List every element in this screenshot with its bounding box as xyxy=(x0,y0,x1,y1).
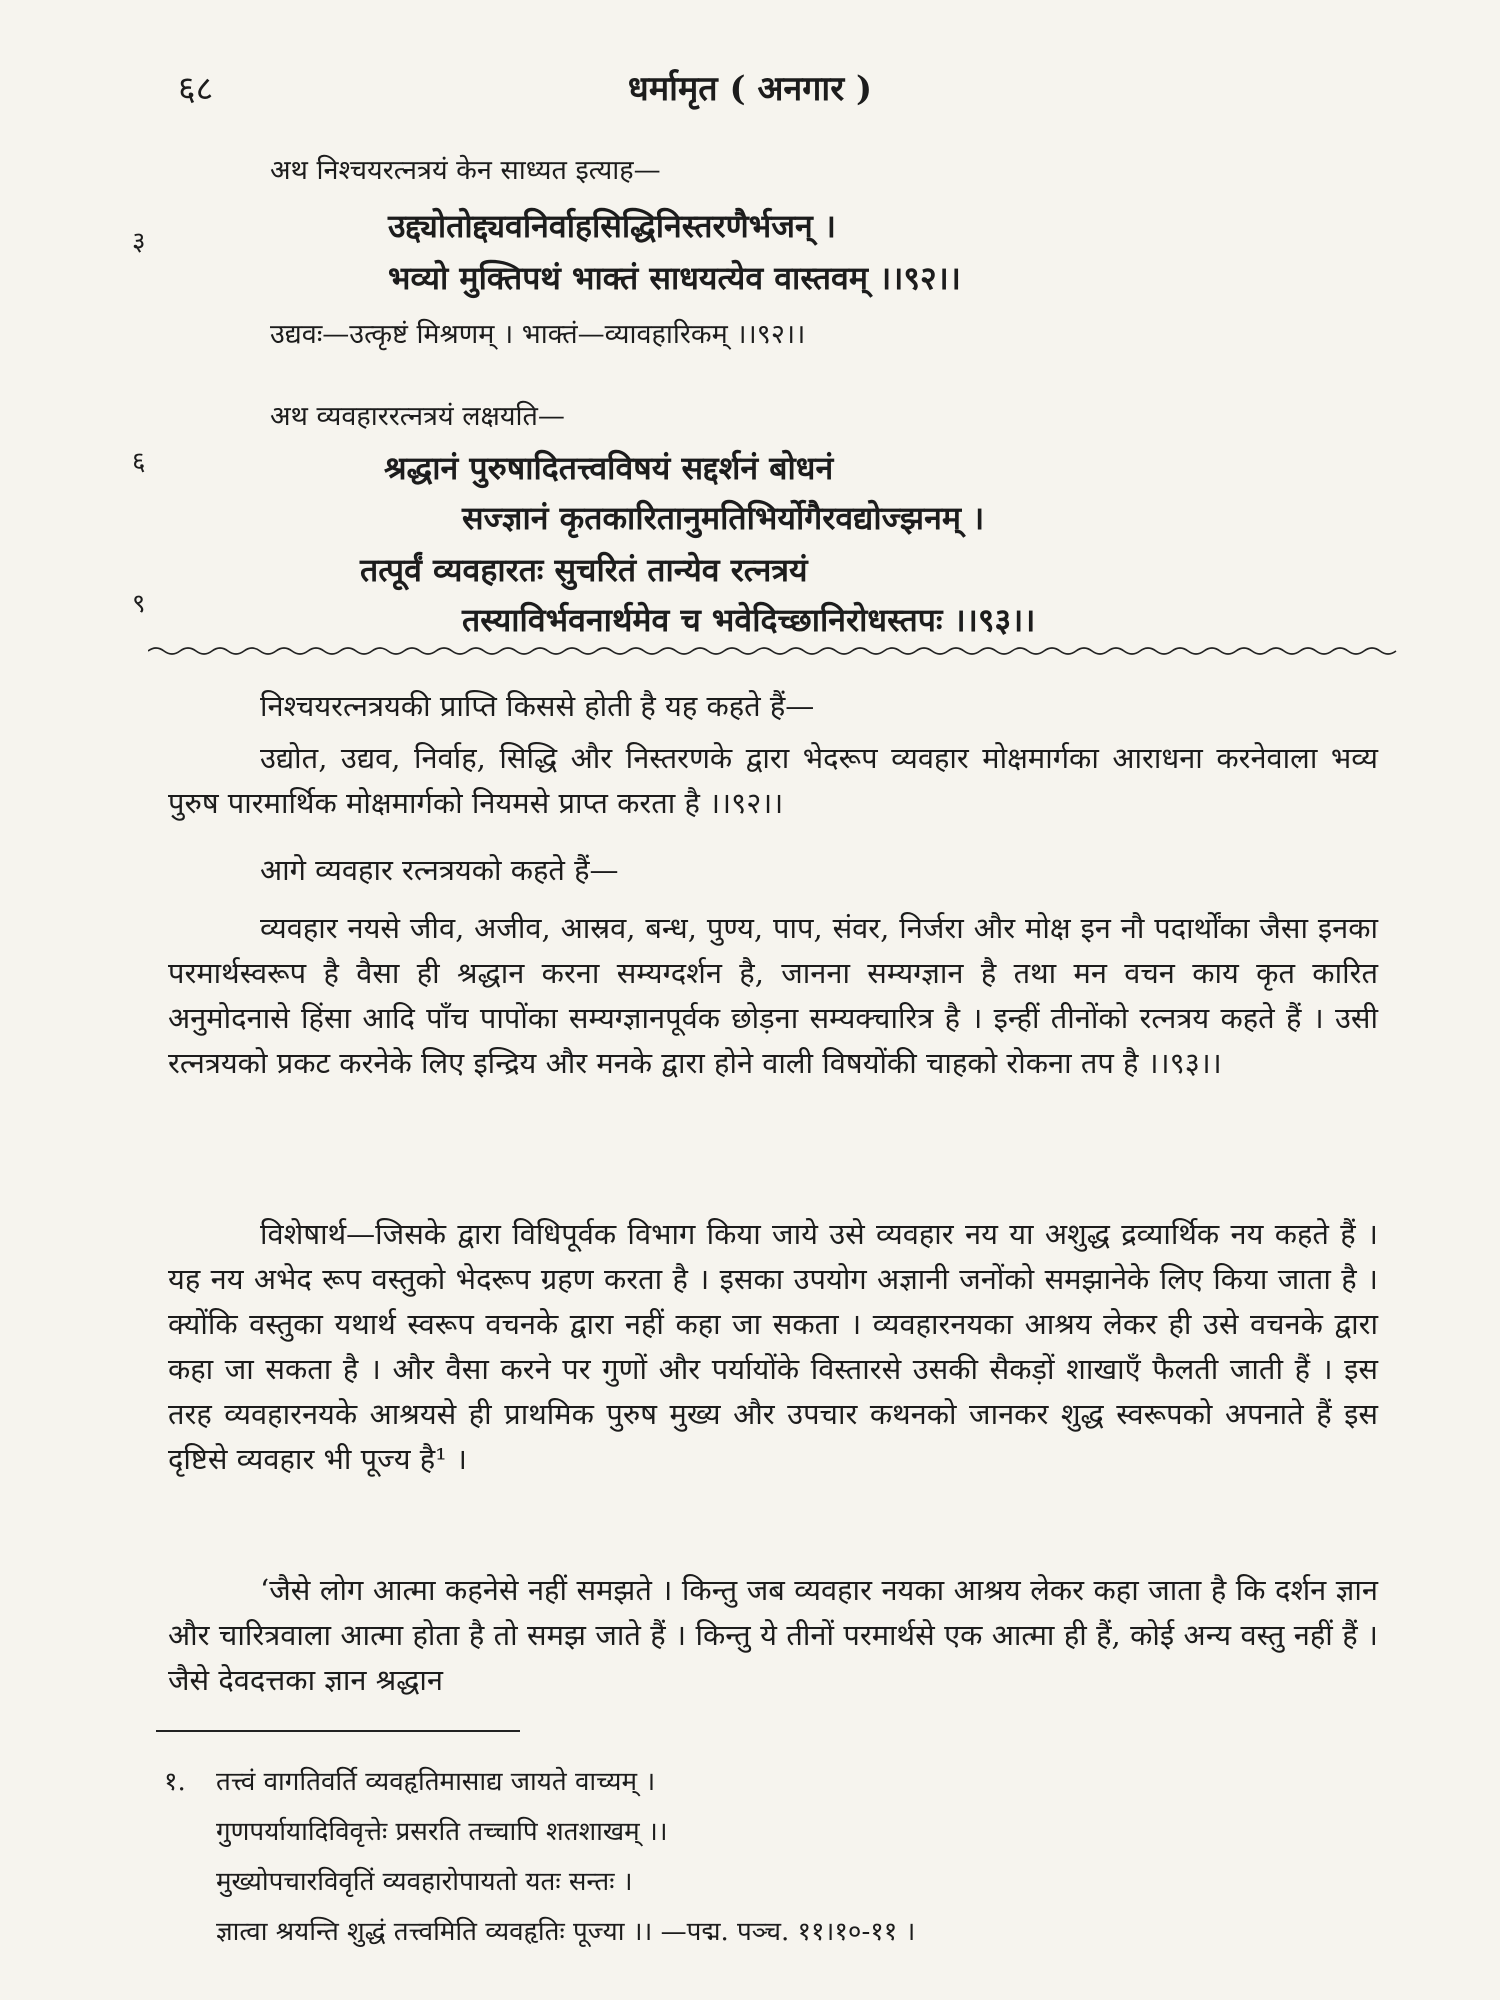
footnote-line-2: गुणपर्यायादिविवृत्तेः प्रसरति तच्चापि शतशाखम् ।। xyxy=(216,1817,668,1847)
verse-93-line-3: तत्पूर्वं व्यवहारतः सुचरितं तान्येव रत्नत्रयं xyxy=(360,551,808,589)
sanskrit-intro-93: अथ व्यवहाररत्नत्रयं लक्षयति— xyxy=(270,401,565,432)
margin-line-number-6: ६ xyxy=(132,447,146,477)
running-title: धर्मामृत ( अनगार ) xyxy=(627,69,873,109)
footnote-line-3: मुख्योपचारविवृतिं व्यवहारोपायतो यतः सन्तः । xyxy=(216,1867,633,1897)
hindi-translation-92: उद्योत, उद्यव, निर्वाह, सिद्धि और निस्तरणके द्वारा भेदरूप व्यवहार मोक्षमार्गका आराधना करनेवाला भव्य पुरुष पारमार्थिक मोक्षमार्गको नियमसे प्राप्त करता है ।।९२।। xyxy=(168,741,1378,820)
verse-92-gloss: उद्यवः—उत्कृष्टं मिश्रणम् । भाक्तं—व्यावहारिकम् ।।९२।। xyxy=(270,319,806,350)
verse-93-line-4: तस्याविर्भवनार्थमेव च भवेदिच्छानिरोधस्तपः ।।९३।। xyxy=(462,601,1036,639)
page-header xyxy=(0,64,1500,114)
verse-92-line-1: उद्द्योतोद्द्यवनिर्वाहसिद्धिनिस्तरणैर्भजन् । xyxy=(388,207,836,245)
wavy-divider xyxy=(148,644,1400,658)
hindi-visheshartha: विशेषार्थ—जिसके द्वारा विधिपूर्वक विभाग किया जाये उसे व्यवहार नय या अशुद्ध द्रव्यार्थिक नय कहते हैं । यह नय अभेद रूप वस्तुको भेदरूप ग्रहण करता है । इसका उपयोग अज्ञानी जनोंको समझानेके लिए किया जाता है । क्योंकि वस्तुका यथार्थ स्वरूप वचनके द्वारा नहीं कहा जा सकता । व्यवहारनयका आश्रय लेकर ही उसे वचनके द्वारा कहा जा सकता है । और वैसा करने पर गुणों और पर्यायोंके विस्तारसे उसकी सैकड़ों शाखाएँ फैलती जाती हैं । इस तरह व्यवहारनयके आश्रयसे ही प्राथमिक पुरुष मुख्य और उपचार कथनको जानकर शुद्ध स्वरूपको अपनाते हैं इस दृष्टिसे व्यवहार भी पूज्य है¹ । xyxy=(168,1217,1378,1476)
page-number: ६८ xyxy=(178,69,214,109)
sanskrit-intro-92: अथ निश्चयरत्नत्रयं केन साध्यत इत्याह— xyxy=(270,155,661,186)
verse-93-line-2: सज्ज्ञानं कृतकारितानुमतिभिर्योगैरवद्योज्झनम् । xyxy=(462,499,985,537)
hindi-translation-93: व्यवहार नयसे जीव, अजीव, आस्रव, बन्ध, पुण्य, पाप, संवर, निर्जरा और मोक्ष इन नौ पदार्थोंका जैसा इनका परमार्थस्वरूप है वैसा ही श्रद्धान करना सम्यग्दर्शन है, जानना सम्यग्ज्ञान है तथा मन वचन काय कृत कारित अनुमोदनासे हिंसा आदि पाँच पापोंका सम्यग्ज्ञानपूर्वक छोड़ना सम्यक्चारित्र है । इन्हीं तीनोंको रत्नत्रय कहते हैं । उसी रत्नत्रयको प्रकट करनेके लिए इन्द्रिय और मनके द्वारा होने वाली विषयोंकी चाहको रोकना तप है ।।९३।। xyxy=(168,911,1378,1080)
hindi-heading-93: आगे व्यवहार रत्नत्रयको कहते हैं— xyxy=(260,853,619,887)
footnote-divider xyxy=(156,1730,520,1732)
hindi-explanation: ‘जैसे लोग आत्मा कहनेसे नहीं समझते । किन्तु जब व्यवहार नयका आश्रय लेकर कहा जाता है कि दर्शन ज्ञान और चारित्रवाला आत्मा होता है तो समझ जाते हैं । किन्तु ये तीनों परमार्थसे एक आत्मा ही हैं, कोई अन्य वस्तु नहीं हैं । जैसे देवदत्तका ज्ञान श्रद्धान xyxy=(168,1573,1378,1697)
margin-line-number-9: ९ xyxy=(132,589,146,619)
footnote-line-1: तत्त्वं वागतिवर्ति व्यवहृतिमासाद्य जायते वाच्यम् । xyxy=(216,1767,656,1797)
margin-line-number-3: ३ xyxy=(132,227,146,257)
footnote-marker: १. xyxy=(164,1767,186,1797)
footnote-line-4: ज्ञात्वा श्रयन्ति शुद्धं तत्त्वमिति व्यवहृतिः पूज्या ।। —पद्म. पञ्च. ११।१०-११ । xyxy=(216,1917,916,1947)
verse-92-line-2: भव्यो मुक्तिपथं भाक्तं साधयत्येव वास्तवम् ।।९२।। xyxy=(388,259,961,297)
verse-93-line-1: श्रद्धानं पुरुषादितत्त्वविषयं सद्दर्शनं बोधनं xyxy=(384,449,834,487)
hindi-heading-92: निश्चयरत्नत्रयकी प्राप्ति किससे होती है यह कहते हैं— xyxy=(260,689,815,723)
